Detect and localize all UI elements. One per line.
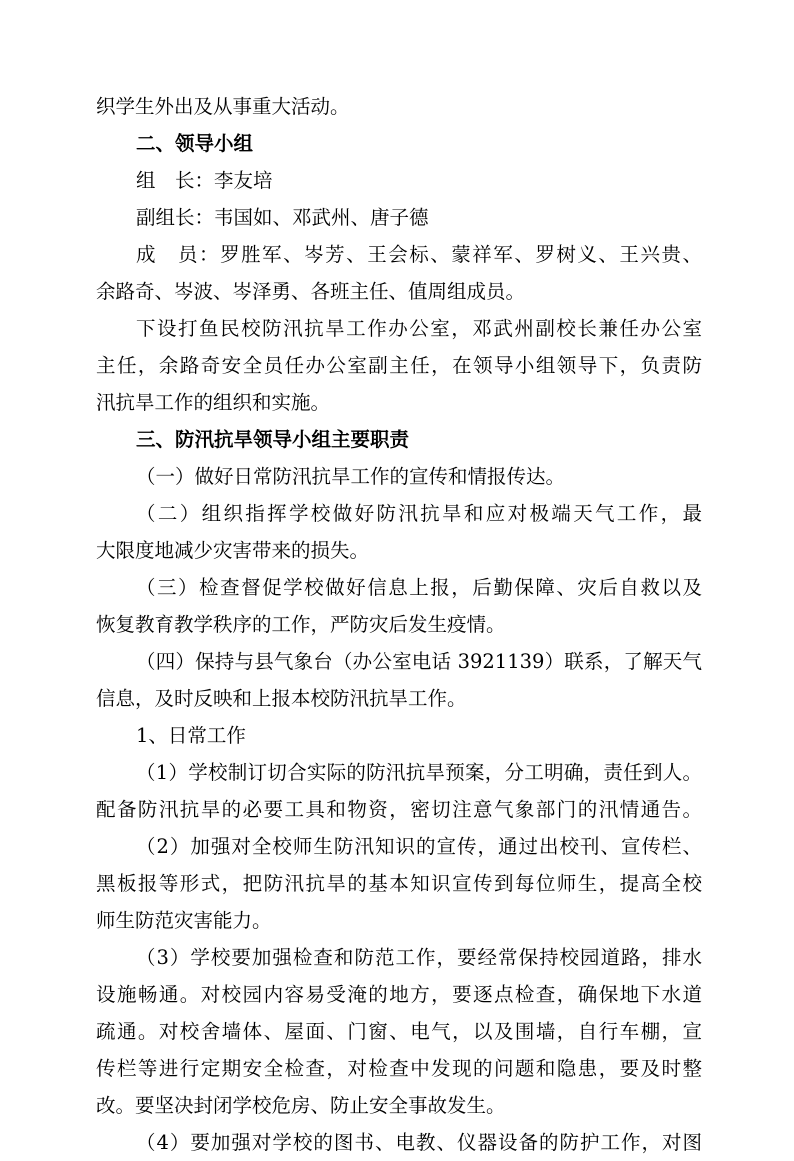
text-line: 副组长：韦国如、邓武州、唐子德	[136, 206, 429, 229]
text-line: 汛抗旱工作的组织和实施。	[96, 391, 331, 414]
text-line: 恢复教育教学秩序的工作，严防灾后发生疫情。	[96, 613, 506, 636]
text-line: （二）组织指挥学校做好防汛抗旱和应对极端天气工作，最	[136, 502, 702, 525]
text-line: 信息，及时反映和上报本校防汛抗旱工作。	[96, 687, 467, 710]
text-line: 成 员：罗胜军、岑芳、王会标、蒙祥军、罗树义、王兴贵、	[136, 243, 702, 266]
text-line: （四）保持与县气象台（办公室电话 3921139）联系，了解天气	[136, 650, 702, 673]
subsection-heading: 1、日常工作	[136, 724, 246, 747]
text-line: （4）要加强对学校的图书、电教、仪器设备的防护工作，对图	[136, 1131, 702, 1154]
text-line: （2）加强对全校师生防汛知识的宣传，通过出校刊、宣传栏、	[136, 835, 702, 858]
text-line: 配备防汛抗旱的必要工具和物资，密切注意气象部门的汛情通告。	[96, 798, 702, 821]
text-line: 主任，余路奇安全员任办公室副主任，在领导小组领导下，负责防	[96, 354, 702, 377]
text-line: 设施畅通。对校园内容易受淹的地方，要逐点检查，确保地下水道	[96, 983, 702, 1006]
text-line: （三）检查督促学校做好信息上报，后勤保障、灾后自救以及	[136, 576, 702, 599]
text-line: 余路奇、岑波、岑泽勇、各班主任、值周组成员。	[96, 280, 526, 303]
text-line: 组 长：李友培	[136, 169, 273, 192]
text-line: （1）学校制订切合实际的防汛抗旱预案，分工明确，责任到人。	[136, 761, 702, 784]
text-line: 疏通。对校舍墙体、屋面、门窗、电气，以及围墙，自行车棚，宣	[96, 1020, 702, 1043]
text-line: （一）做好日常防汛抗旱工作的宣传和情报传达。	[136, 465, 566, 488]
text-line: 改。要坚决封闭学校危房、防止安全事故发生。	[96, 1094, 506, 1117]
text-line: 传栏等进行定期安全检查，对检查中发现的问题和隐患，要及时整	[96, 1057, 702, 1080]
text-line: 下设打鱼民校防汛抗旱工作办公室，邓武州副校长兼任办公室	[136, 317, 702, 340]
text-line: 师生防范灾害能力。	[96, 909, 272, 932]
text-line: （3）学校要加强检查和防范工作，要经常保持校园道路，排水	[136, 946, 702, 969]
text-line: 织学生外出及从事重大活动。	[96, 95, 350, 118]
text-line: 大限度地减少灾害带来的损失。	[96, 539, 370, 562]
section-heading: 三、防汛抗旱领导小组主要职责	[136, 428, 410, 451]
text-line: 黑板报等形式，把防汛抗旱的基本知识宣传到每位师生，提高全校	[96, 872, 702, 895]
section-heading: 二、领导小组	[136, 132, 254, 155]
